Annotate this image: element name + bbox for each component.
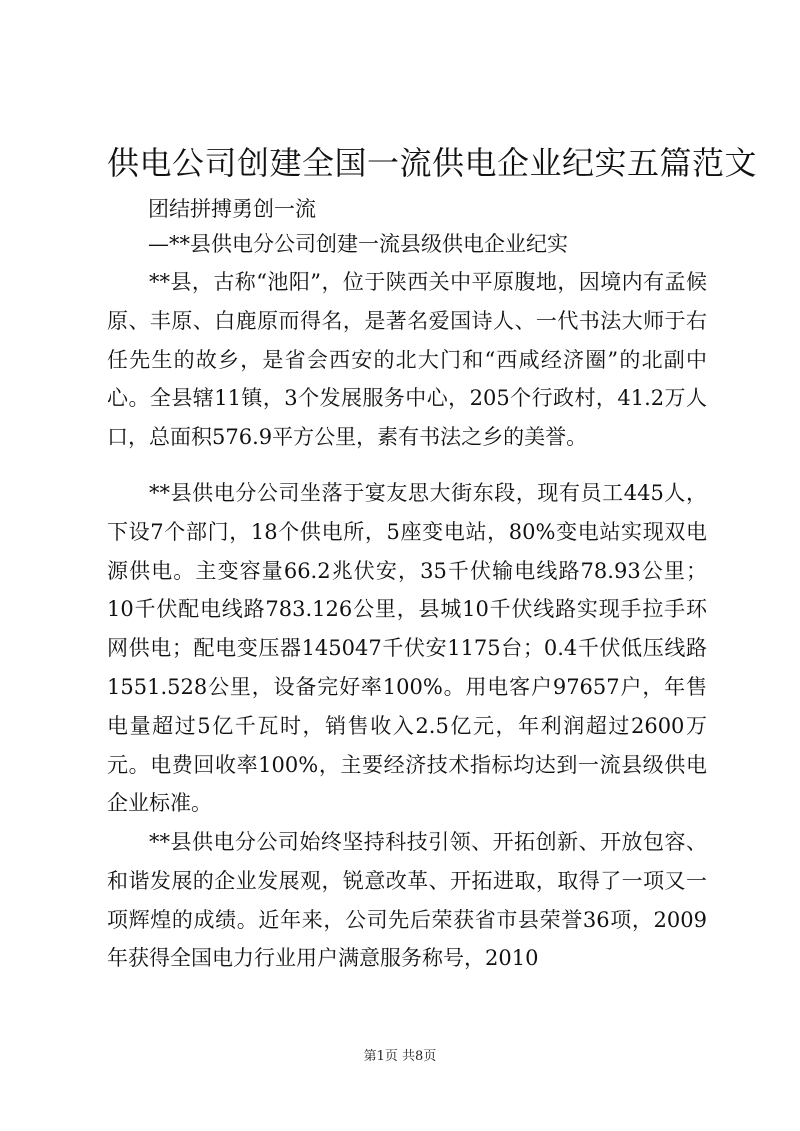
document-title: 供电公司创建全国一流供电企业纪实五篇范文 — [107, 144, 758, 182]
body-paragraph-1: **县，古称“池阳”，位于陕西关中平原腹地，因境内有孟候原、丰原、白鹿原而得名，是著名爱国诗人、一代书法大师于右任先生的故乡，是省会西安的北大门和“西咸经济圈”的北副中心。全县辖11镇，3个发展服务中心，205个行政村，41.2万人口，总面积576.9平方公里，素有书法之乡的美誉。 — [107, 270, 707, 450]
document-subtitle: 团结拼搏勇创一流 — [148, 197, 316, 221]
document-byline: —**县供电分公司创建一流县级供电企业纪实 — [148, 232, 568, 256]
body-paragraph-2: **县供电分公司坐落于宴友思大街东段，现有员工445人，下设7个部门，18个供电所，5座变电站，80%变电站实现双电源供电。主变容量66.2兆伏安，35千伏输电线路78.93公里；10千伏配电线路783.126公里，县城10千伏线路实现手拉手环网供电；配电变压器145047千伏安1175台；0.4千伏低压线路1551.528公里，设备完好率100%。用电客户97657户，年售电量超过5亿千瓦时，销售收入2.5亿元，年利润超过2600万元。电费回收率100%，主要经济技术指标均达到一流县级供电企业标准。 — [107, 481, 707, 816]
page-number-footer: 第1页 共8页 — [363, 1049, 437, 1064]
body-paragraph-3: **县供电分公司始终坚持科技引领、开拓创新、开放包容、和谐发展的企业发展观，锐意改革、开拓进取，取得了一项又一项辉煌的成绩。近年来，公司先后荣获省市县荣誉36项，2009年获得全国电力行业用户满意服务称号，2010 — [107, 830, 707, 971]
